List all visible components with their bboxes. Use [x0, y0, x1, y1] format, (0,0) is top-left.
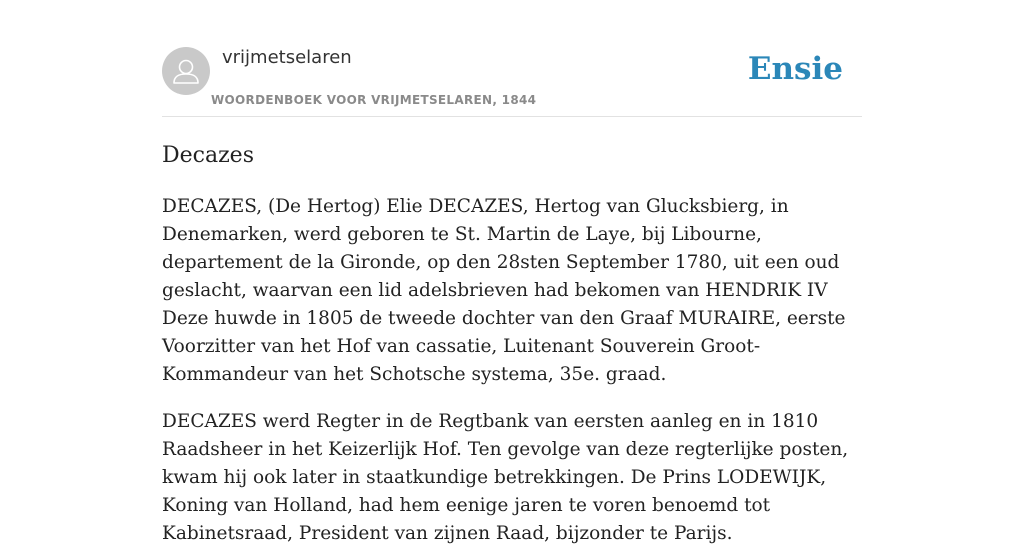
article [162, 141, 862, 548]
user-icon [162, 47, 210, 95]
avatar[interactable] [162, 47, 210, 95]
source-subtitle[interactable]: WOORDENBOEK VOOR VRIJMETSELAREN, 1844 [211, 93, 537, 107]
source-name[interactable]: vrijmetselaren [222, 47, 352, 68]
article-title: Decazes [162, 143, 254, 168]
page [162, 0, 862, 548]
header [162, 0, 862, 117]
article-paragraph: DECAZES werd Regter in de Regtbank van eersten aanleg en in 1810 Raadsheer in het Keizerlijk Hof. Ten gevolge van deze regterlijke posten, kwam hij ook later in staatkundige betrekkingen. De Prins LODEWIJK, Koning van Holland, had hem eenige jaren te voren benoemd tot Kabinetsraad, President van zijnen Raad, bijzonder te Parijs. [162, 411, 849, 544]
article-body [162, 193, 862, 548]
article-paragraph: DECAZES, (De Hertog) Elie DECAZES, Hertog van Glucksbierg, in Denemarken, werd geboren te St. Martin de Laye, bij Libourne, departement de la Gironde, op den 28sten September 1780, uit een oud geslacht, waarvan een lid adelsbrieven had bekomen van HENDRIK IV Deze huwde in 1805 de tweede dochter van den Graaf MURAIRE, eerste Voorzitter van het Hof van cassatie, Luitenant Souverein Groot-Kommandeur van het Schotsche systema, 35e. graad. [162, 196, 846, 385]
ensie-logo[interactable]: Ensie [747, 51, 843, 87]
